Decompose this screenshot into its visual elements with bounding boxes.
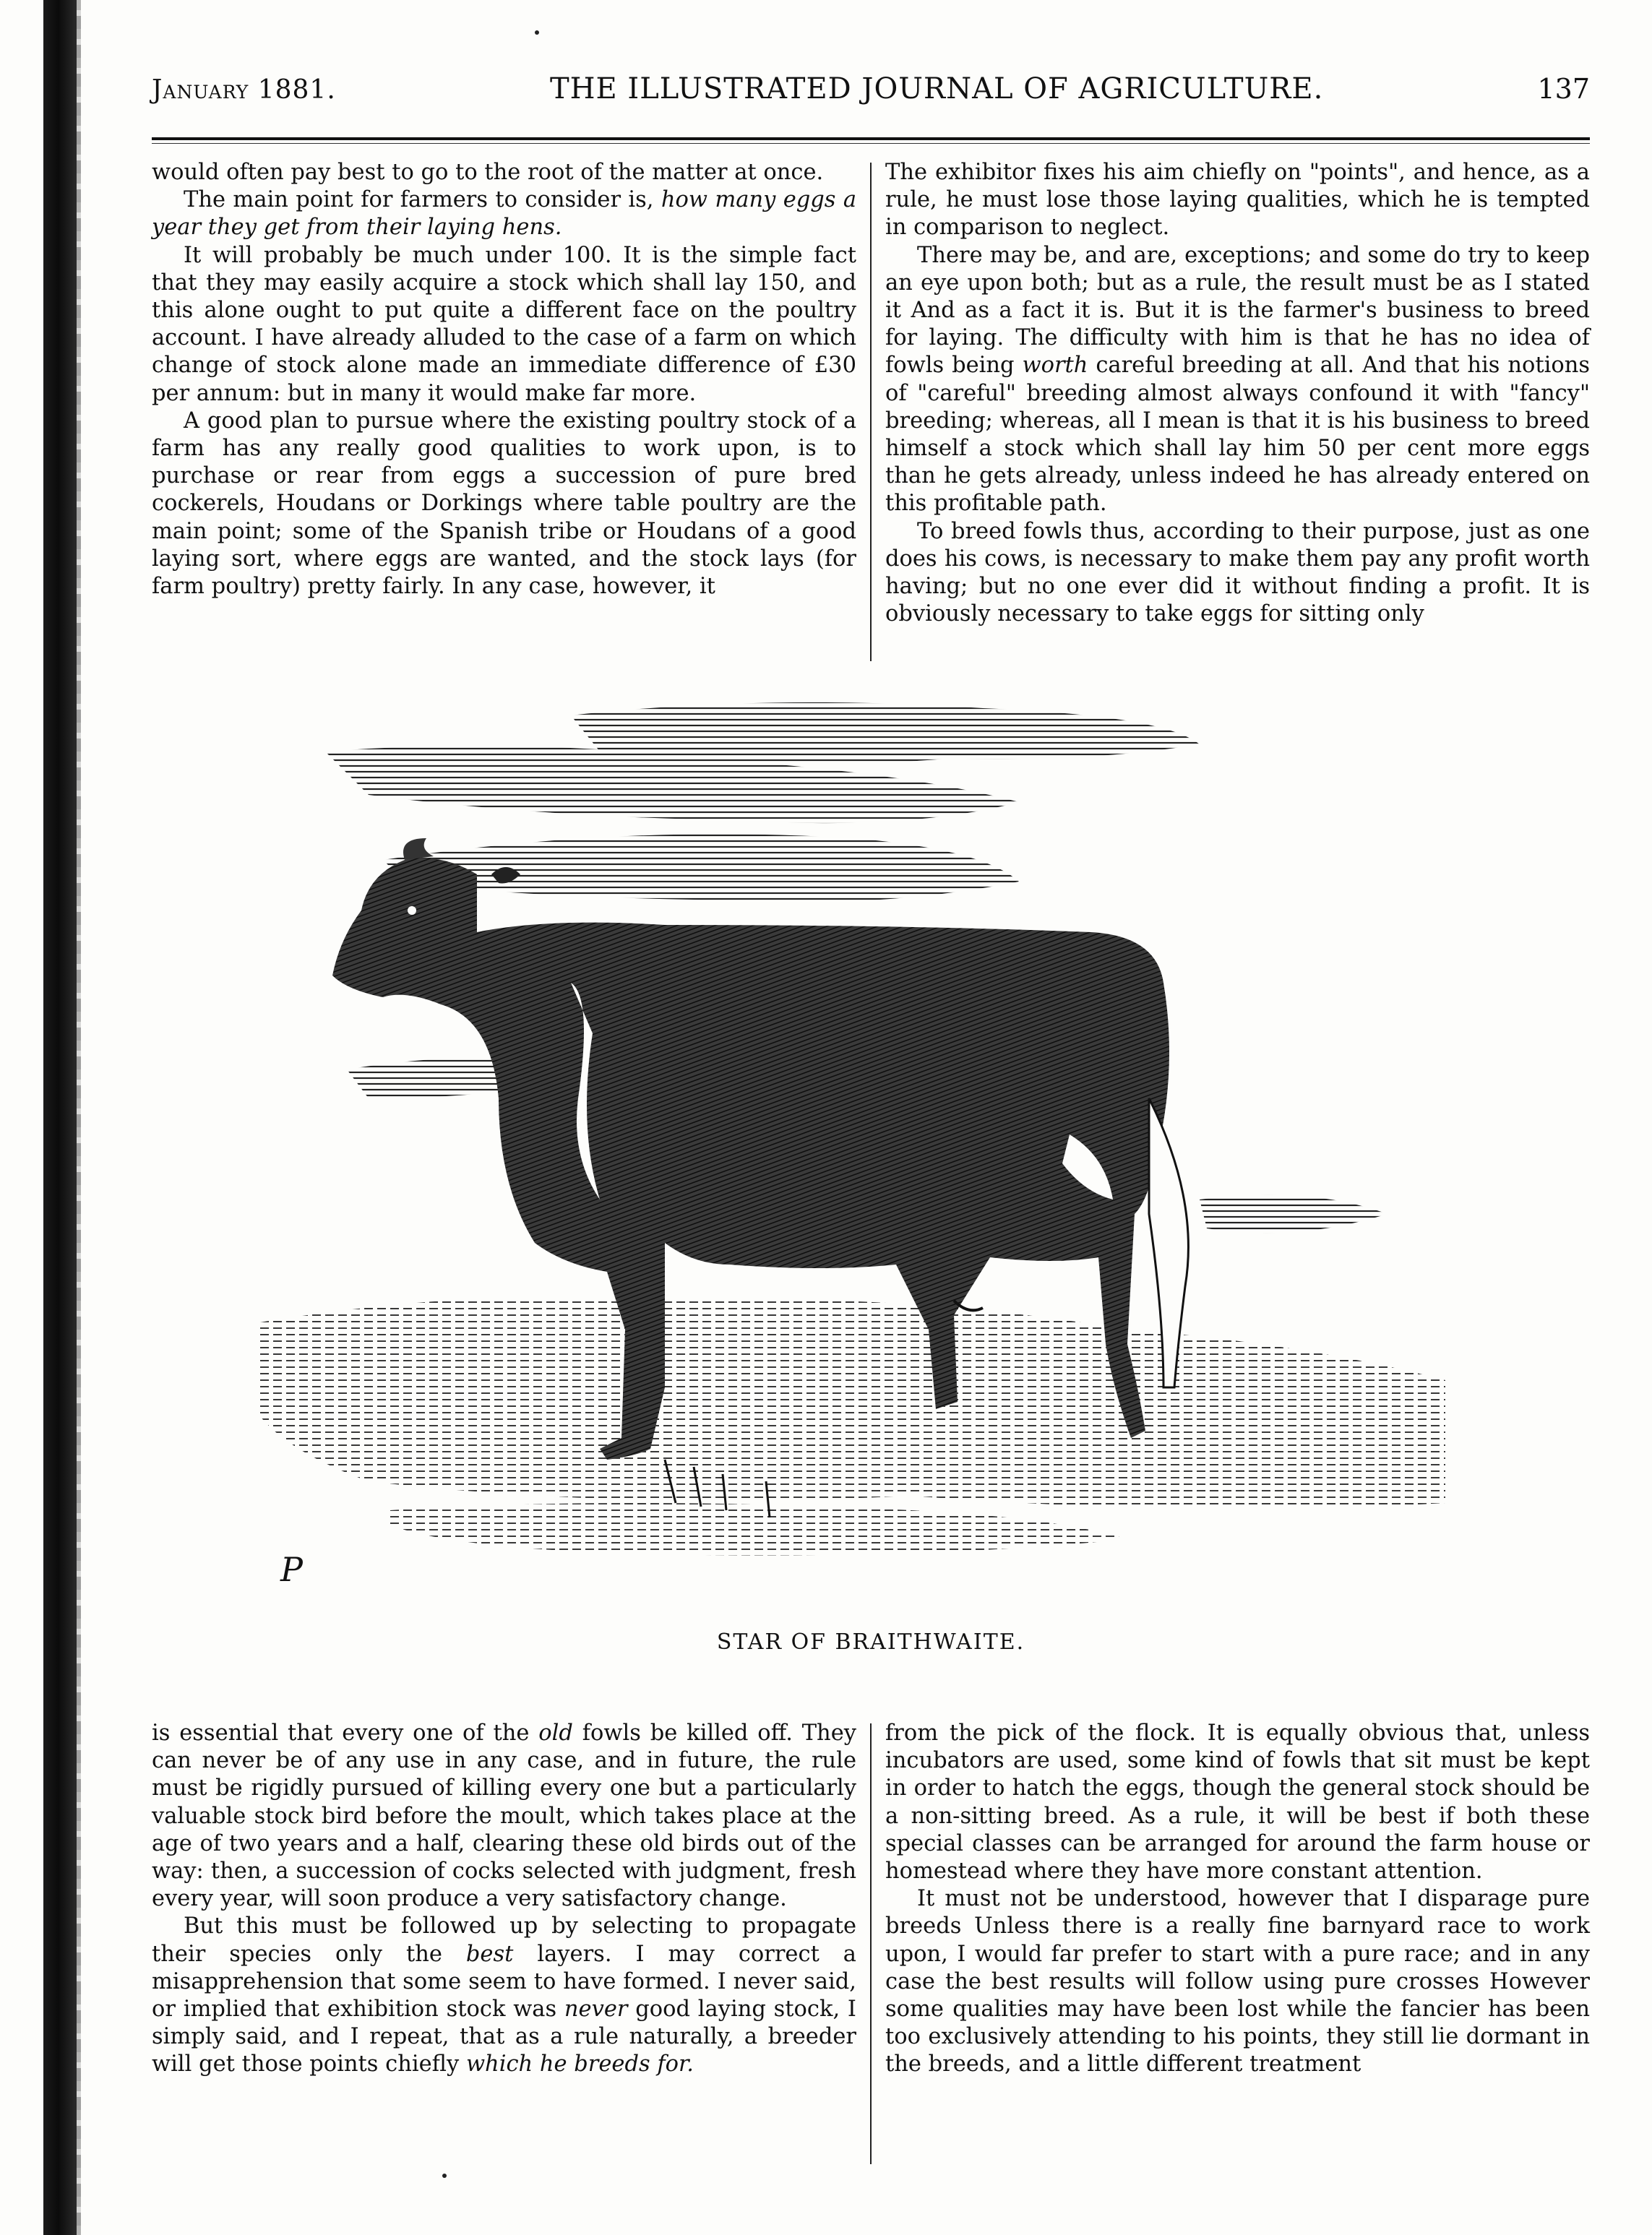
header-rule-thin	[152, 143, 1590, 144]
paragraph: The exhibitor fixes his aim chiefly on "points", and hence, as a rule, he must lose those laying qualities, which he is tempted in comparison to neglect.	[885, 160, 1590, 241]
column-divider	[870, 1723, 872, 2164]
running-header	[152, 72, 1590, 116]
top-right-column	[885, 159, 1590, 628]
cow-illustration	[260, 694, 1453, 1633]
header-rule	[152, 137, 1590, 140]
paragraph: A good plan to pursue where the existing poultry stock of a farm has any really good qualities to work upon, is to purchase or rear from eggs a succession of pure bred cockerels, Houdans or Dorkings where table poultry are the main point; some of the Spanish tribe or Houdans of a good laying sort, where eggs are wanted, and the stock lays (for farm poultry) pretty fairly. In any case, however, it	[152, 408, 856, 600]
paragraph: It will probably be much under 100. It is the simple fact that they may easily acquire a stock which shall lay 150, and this alone ought to put quite a different face on the poultry account. I have already alluded to the case of a farm on which change of stock alone made an immediate difference of £30 per annum: but in many it would make far more.	[152, 242, 856, 406]
top-left-column	[152, 159, 856, 600]
paragraph: But this must be followed up by selecting to propagate their species only the best layers. I may correct a misapprehension that some seem to have formed. I never said, or implied that exhibition stock was never good laying stock, I simply said, and I repeat, that as a rule naturally, a breeder will get those points chiefly which he breeds for.	[152, 1913, 856, 2077]
ground	[260, 1296, 1445, 1555]
print-speck	[535, 30, 539, 35]
page-number: 137	[1537, 73, 1590, 105]
bottom-right-column	[885, 1720, 1590, 2079]
book-spine-shadow	[43, 0, 77, 2235]
paragraph: is essential that every one of the old fowls be killed off. They can never be of any use in any case, and in future, the rule must be rigidly pursued of killing every one but a particularly valuable stock bird before the moult, which takes place at the age of two years and a half, clearing these old birds out of the way: then, a succession of cocks selected with judgment, fresh every year, will soon produce a very satisfactory change.	[152, 1721, 856, 1912]
engraver-mark: P	[280, 1550, 303, 1589]
cow-engraving	[260, 694, 1453, 1633]
paragraph: from the pick of the flock. It is equally obvious that, unless incubators are used, some kind of fowls that sit must be kept in order to hatch the eggs, though the general stock should be a non-sitting breed. As a rule, it will be best if both these special classes can be arranged for around the farm house or homestead where they have more constant attention.	[885, 1721, 1590, 1885]
bottom-left-column	[152, 1720, 856, 2079]
paragraph: There may be, and are, exceptions; and some do try to keep an eye upon both; but as a rule, the result must be as I stated it And as a fact it is. But it is the farmer's business to breed for laying. The difficulty with him is that he has no idea of fowls being worth careful breeding at all. And that his notions of "careful" breeding almost always confound it with "fancy" breeding; whereas, all I mean is that it is his business to breed himself a stock which shall lay him 50 per cent more eggs than he gets already, unless indeed he has already entered on this profitable path.	[885, 242, 1590, 517]
print-speck	[442, 2174, 447, 2178]
paragraph: would often pay best to go to the root of the matter at once.	[152, 160, 824, 185]
paragraph: The main point for farmers to consider is, how many eggs a year they get from their laying hens.	[152, 187, 856, 241]
journal-title: THE ILLUSTRATED JOURNAL OF AGRICULTURE.	[549, 72, 1324, 105]
header-date: January 1881.	[152, 75, 336, 105]
column-divider	[870, 163, 872, 661]
figure-caption: STAR OF BRAITHWAITE.	[716, 1629, 1025, 1655]
paragraph: It must not be understood, however that I disparage pure breeds Unless there is a really fine barnyard race to work upon, I would far prefer to start with a pure race; and in any case the best results will follow using pure crosses However some qualities may have been lost while the fancier has been too exclusively attending to his points, they still lie dormant in the breeds, and a little different treatment	[885, 1886, 1590, 2077]
paragraph: To breed fowls thus, according to their purpose, just as one does his cows, is necessary to make them pay any profit worth having; but no one ever did it without finding a profit. It is obviously necessary to take eggs for sitting only	[885, 518, 1590, 627]
binding-edge	[77, 0, 81, 2235]
